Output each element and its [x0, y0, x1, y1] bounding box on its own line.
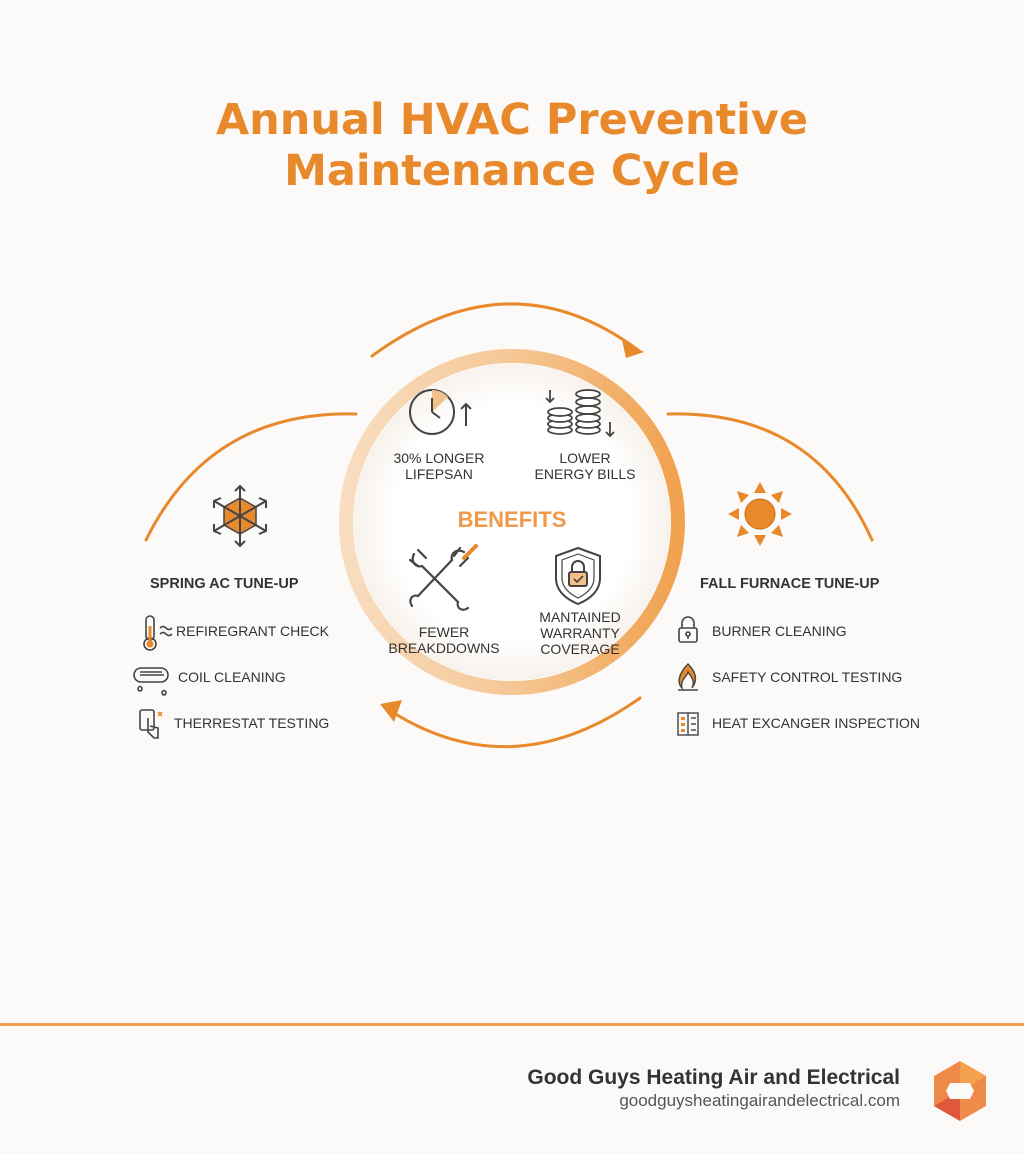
- benefit-breakdowns-line-2: BREAKDDOWNS: [388, 640, 500, 656]
- footer-divider: [0, 1023, 1024, 1026]
- hexagon-logo-icon: [934, 1061, 986, 1121]
- benefit-energy-line-1: LOWER: [559, 450, 611, 466]
- benefit-warranty-line-1: MANTAINED: [539, 609, 621, 625]
- cycle-arrowhead-top: [622, 340, 644, 358]
- company-url[interactable]: goodguysheatingairandelectrical.com: [619, 1091, 900, 1110]
- fall-item-heat-exchanger: HEAT EXCANGER INSPECTION: [712, 715, 920, 731]
- spring-item-coil: COIL CLEANING: [178, 669, 286, 685]
- benefit-energy: [515, 450, 655, 482]
- cycle-arrow-top: [372, 304, 638, 356]
- thermostat-touch-icon: [140, 710, 162, 738]
- page-title-line-2: Maintenance Cycle: [284, 146, 740, 196]
- cycle-arrowhead-bottom: [380, 700, 402, 722]
- fall-item-burner: BURNER CLEANING: [712, 623, 847, 639]
- benefit-lifespan: [369, 450, 509, 482]
- benefits-title: BENEFITS: [457, 507, 567, 532]
- spring-item-thermostat: THERRESTAT TESTING: [174, 715, 330, 731]
- snowflake-icon: [214, 486, 266, 546]
- spring-heading: SPRING AC TUNE-UP: [150, 576, 299, 592]
- benefit-breakdowns: [374, 624, 514, 656]
- benefit-warranty: [510, 609, 650, 657]
- benefit-lifespan-line-2: LIFEPSAN: [405, 466, 473, 482]
- benefit-breakdowns-line-1: FEWER: [418, 624, 470, 640]
- benefit-lifespan-line-1: 30% LONGER: [393, 450, 485, 466]
- company-name: Good Guys Heating Air and Electrical: [527, 1066, 900, 1089]
- fall-heading: FALL FURNACE TUNE-UP: [700, 576, 880, 592]
- flame-icon: [678, 664, 698, 690]
- benefit-warranty-line-2: WARRANTY: [540, 625, 620, 641]
- benefit-energy-line-2: ENERGY BILLS: [534, 466, 636, 482]
- cycle-arrow-bottom: [386, 698, 640, 747]
- page-title-line-1: Annual HVAC Preventive: [215, 95, 809, 145]
- thermometer-icon: [144, 616, 172, 650]
- fall-item-safety: SAFETY CONTROL TESTING: [712, 669, 903, 685]
- padlock-icon: [679, 617, 697, 642]
- heat-exchanger-icon: [678, 713, 698, 735]
- sun-icon: [728, 482, 792, 546]
- benefit-warranty-line-3: COVERAGE: [540, 641, 620, 657]
- coil-icon: [134, 668, 168, 695]
- spring-item-refrigerant: REFIREGRANT CHECK: [176, 623, 329, 639]
